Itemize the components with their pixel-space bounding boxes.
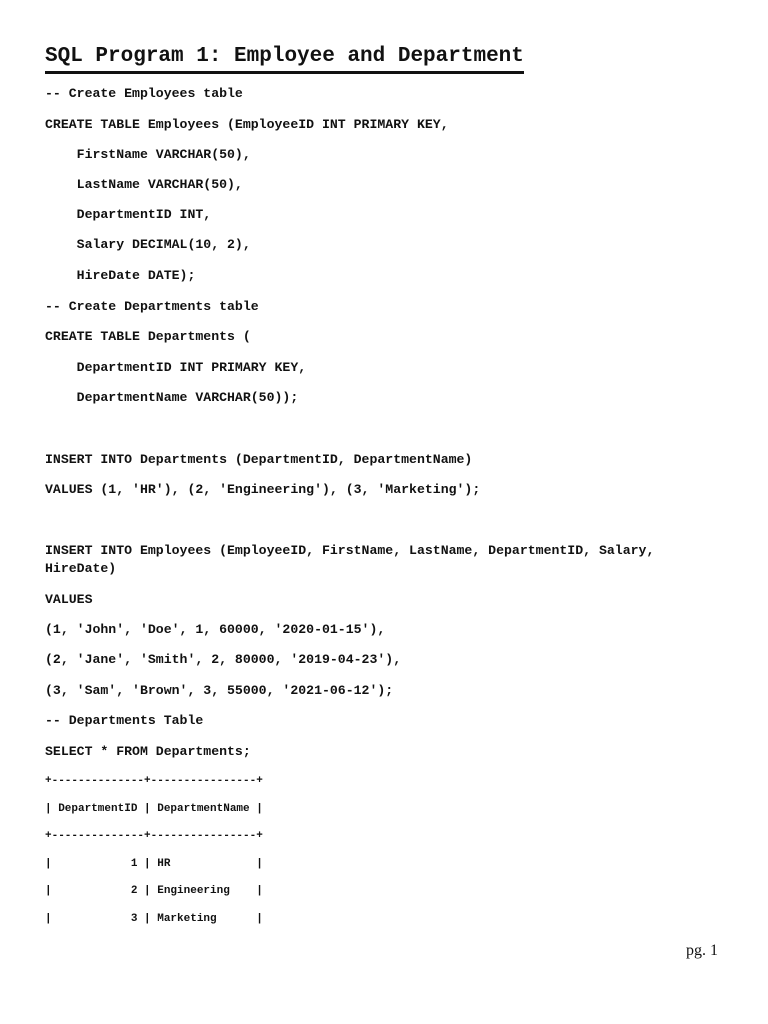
- result-table-border: +--------------+----------------+: [45, 775, 263, 787]
- select-departments-statement: SELECT * FROM Departments;: [45, 744, 251, 759]
- employees-lastname-column: LastName VARCHAR(50),: [45, 177, 243, 192]
- employees-salary-column: Salary DECIMAL(10, 2),: [45, 237, 251, 252]
- insert-employees-statement: INSERT INTO Employees (EmployeeID, FirstName, LastName, DepartmentID, Salary, HireDate): [45, 543, 663, 576]
- employee-values-row: (1, 'John', 'Doe', 1, 60000, '2020-01-15'),: [45, 622, 386, 637]
- page-title: SQL Program 1: Employee and Department: [45, 43, 524, 74]
- create-departments-statement: CREATE TABLE Departments (: [45, 329, 251, 344]
- comment-create-departments: -- Create Departments table: [45, 299, 259, 314]
- result-table-row: | 3 | Marketing |: [45, 913, 263, 925]
- employees-hiredate-column: HireDate DATE);: [45, 268, 196, 283]
- employee-values-row: (3, 'Sam', 'Brown', 3, 55000, '2021-06-12');: [45, 683, 394, 698]
- result-table-row: | 1 | HR |: [45, 858, 263, 870]
- employees-firstname-column: FirstName VARCHAR(50),: [45, 147, 251, 162]
- page-number: pg. 1: [686, 942, 718, 959]
- create-employees-statement: CREATE TABLE Employees (EmployeeID INT PRIMARY KEY,: [45, 117, 449, 132]
- result-table-row: | 2 | Engineering |: [45, 885, 263, 897]
- values-keyword: VALUES: [45, 592, 93, 607]
- comment-create-employees: -- Create Employees table: [45, 86, 243, 101]
- insert-departments-statement: INSERT INTO Departments (DepartmentID, DepartmentName): [45, 452, 473, 467]
- employee-values-row: (2, 'Jane', 'Smith', 2, 80000, '2019-04-23'),: [45, 652, 402, 667]
- employees-departmentid-column: DepartmentID INT,: [45, 207, 212, 222]
- departments-departmentname-column: DepartmentName VARCHAR(50));: [45, 390, 299, 405]
- result-table-border: +--------------+----------------+: [45, 830, 263, 842]
- comment-departments-table: -- Departments Table: [45, 713, 204, 728]
- result-table-header: | DepartmentID | DepartmentName |: [45, 803, 263, 815]
- departments-departmentid-column: DepartmentID INT PRIMARY KEY,: [45, 360, 307, 375]
- insert-departments-values: VALUES (1, 'HR'), (2, 'Engineering'), (3, 'Marketing');: [45, 482, 481, 497]
